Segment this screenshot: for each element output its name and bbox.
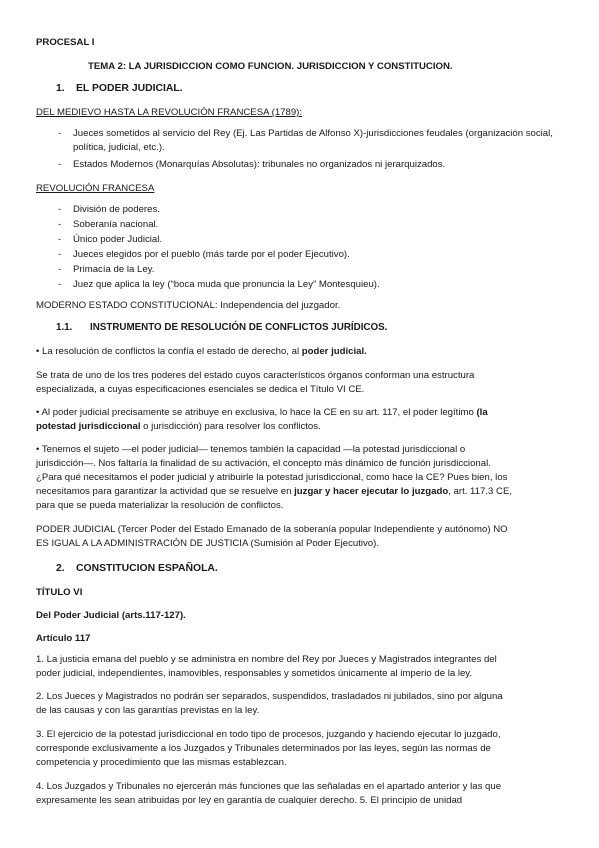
paragraph-1 <box>36 369 564 397</box>
list-item <box>58 278 558 293</box>
list-item <box>58 158 558 172</box>
list-item-text: Primacía de la Ley. <box>73 264 155 275</box>
text-run: , art. 117.3 CE, <box>448 486 513 497</box>
poder-judicial-definition <box>36 523 564 551</box>
article-paragraph-2 <box>36 690 564 718</box>
text-line: PODER JUDICIAL (Tercer Poder del Estado Emanado de la soberanía popular Independiente y autónomo) NO <box>36 524 508 535</box>
list-item-text: Soberanía nacional. <box>73 219 159 230</box>
course-label: PROCESAL I <box>36 37 95 48</box>
list-item-text: Jueces sometidos al servicio del Rey (Ej. Las Partidas de Alfonso X)-jurisdicciones feudales (organización social, política, judicial, etc.). <box>73 128 553 153</box>
subsection-title: INSTRUMENTO DE RESOLUCIÓN DE CONFLICTOS JURÍDICOS. <box>90 322 388 333</box>
text-line <box>36 420 564 434</box>
list-item-text: Estados Modernos (Monarquías Absolutas): tribunales no organizados ni jerarquizados. <box>73 159 446 170</box>
topic-title: TEMA 2: LA JURISDICCION COMO FUNCION. JURISDICCION Y CONSTITUCION. <box>88 61 453 72</box>
bold-run: (la <box>476 407 488 418</box>
text-line: ES IGUAL A LA ADMINISTRACIÓN DE JUSTICIA (Sumisión al Poder Ejecutivo). <box>36 538 379 549</box>
bold-run: poder judicial. <box>301 346 367 357</box>
dash-bullet: - <box>58 249 62 260</box>
list-item <box>58 248 558 263</box>
modern-state-line: MODERNO ESTADO CONSTITUCIONAL: Independencia del juzgador. <box>36 300 341 311</box>
text-line <box>36 485 564 499</box>
text-line: poder judicial, independientes, inamovibles, responsables y sometidos únicamente al imperio de la ley. <box>36 668 473 679</box>
section-title: CONSTITUCION ESPAÑOLA. <box>76 563 218 574</box>
text-run: o jurisdicción) para resolver los conflictos. <box>140 421 321 432</box>
text-run: • La resolución de conflictos la confía el estado de derecho, al <box>36 346 302 357</box>
dash-bullet: - <box>58 264 62 275</box>
dash-bullet: - <box>58 204 62 215</box>
titulo-subheading: Del Poder Judicial (arts.117-127). <box>36 610 186 621</box>
text-run: • Al poder judicial precisamente se atribuye en exclusiva, lo hace la CE en su art. 117, el poder legítimo <box>36 407 477 418</box>
medieval-list <box>58 127 558 172</box>
text-line: de las causas y con las garantías previstas en la ley. <box>36 705 260 716</box>
text-line: Se trata de uno de los tres poderes del estado cuyos característicos órganos conforman una estructura <box>36 370 475 381</box>
text-line: jurisdicción—. Nos faltaría la finalidad de su activación, el concepto más dinámico de función jurisdiccional. <box>36 458 491 469</box>
section-number: 2. <box>56 563 65 574</box>
text-line: • Tenemos el sujeto —el poder judicial— tenemos también la capacidad —la potestad jurisdiccional o <box>36 444 466 455</box>
list-item <box>58 127 558 155</box>
titulo-heading: TÍTULO VI <box>36 587 83 598</box>
article-paragraph-3 <box>36 728 564 770</box>
list-item-text: Único poder Judicial. <box>73 234 163 245</box>
article-paragraph-4 <box>36 780 564 808</box>
dash-bullet: - <box>58 128 62 139</box>
dash-bullet: - <box>58 219 62 230</box>
list-item <box>58 203 558 218</box>
text-line <box>36 406 564 420</box>
list-item <box>58 233 558 248</box>
article-paragraph-1 <box>36 653 564 681</box>
articulo-heading: Artículo 117 <box>36 633 91 644</box>
text-run: necesitamos para garantizar la actividad que se resuelve en <box>36 486 295 497</box>
bullet-paragraph-3 <box>36 443 564 513</box>
text-line: expresamente les sean atribuidas por ley en garantía de cualquier derecho. 5. El principio de unidad <box>36 795 463 806</box>
text-line: 3. El ejercicio de la potestad jurisdiccional en todo tipo de procesos, juzgando y haciendo ejecutar lo juzgado, <box>36 729 501 740</box>
text-line: competencia y procedimiento que las mismas establezcan. <box>36 757 287 768</box>
text-line: para que se pueda materializar la resolución de conflictos. <box>36 500 284 511</box>
revolution-heading: REVOLUCIÓN FRANCESA <box>36 183 155 194</box>
text-line: 1. La justicia emana del pueblo y se administra en nombre del Rey por Jueces y Magistrados integrantes del <box>36 654 497 665</box>
dash-bullet: - <box>58 159 62 170</box>
subsection-number: 1.1. <box>56 322 73 333</box>
text-line: corresponde exclusivamente a los Juzgados y Tribunales determinados por las leyes, según las normas de <box>36 743 491 754</box>
text-line: 4. Los Juzgados y Tribunales no ejercerán más funciones que las señaladas en el apartado anterior y las que <box>36 781 502 792</box>
list-item <box>58 263 558 278</box>
bullet-paragraph-1 <box>36 345 564 359</box>
dash-bullet: - <box>58 279 62 290</box>
section-2-heading <box>56 562 218 576</box>
bold-run: potestad jurisdiccional <box>36 421 141 432</box>
list-item <box>58 218 558 233</box>
list-item-text: Juez que aplica la ley (“boca muda que pronuncia la Ley” Montesquieu). <box>73 279 380 290</box>
bold-run: juzgar y hacer ejecutar lo juzgado <box>294 486 449 497</box>
section-1-heading <box>56 82 183 96</box>
text-line: especializada, a cuyas especificaciones esenciales se dedica el Título VI CE. <box>36 384 365 395</box>
dash-bullet: - <box>58 234 62 245</box>
medieval-heading: DEL MEDIEVO HASTA LA REVOLUCIÓN FRANCESA (1789): <box>36 107 303 118</box>
section-number: 1. <box>56 83 65 94</box>
text-line: 2. Los Jueces y Magistrados no podrán ser separados, suspendidos, trasladados ni jubilados, sino por alguna <box>36 691 503 702</box>
list-item-text: Jueces elegidos por el pueblo (más tarde por el poder Ejecutivo). <box>73 249 350 260</box>
section-title: EL PODER JUDICIAL. <box>76 83 183 94</box>
revolution-list <box>58 203 558 293</box>
bullet-paragraph-2 <box>36 406 564 434</box>
subsection-heading <box>56 321 387 335</box>
list-item-text: División de poderes. <box>73 204 160 215</box>
text-line: ¿Para qué necesitamos el poder judicial y atribuirle la potestad jurisdiccional, como hace la CE? Pues bien, los <box>36 472 508 483</box>
